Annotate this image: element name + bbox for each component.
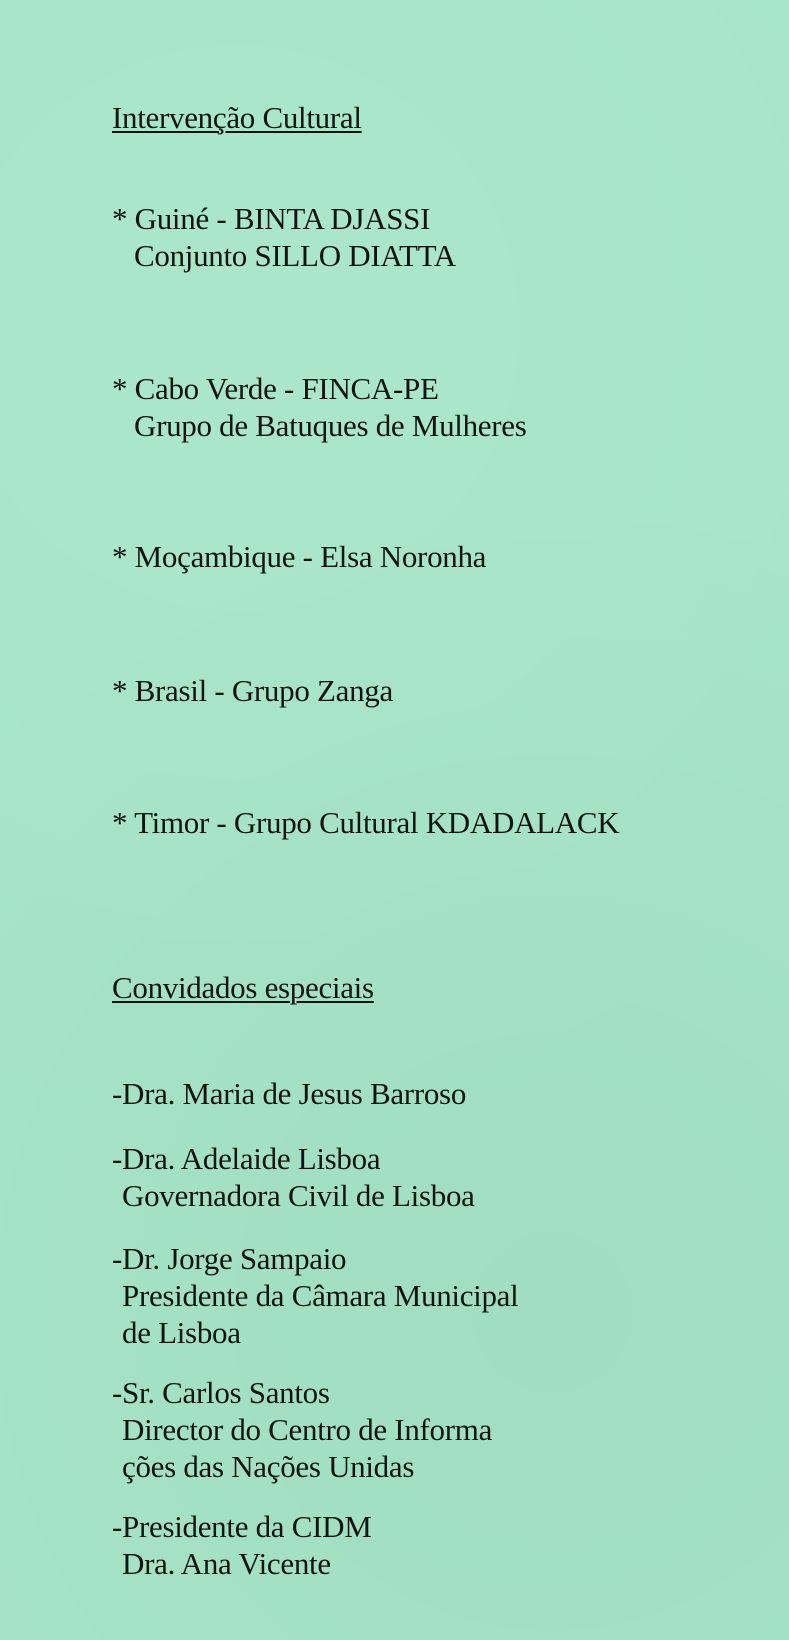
guest-role-continued: ções das Nações Unidas bbox=[122, 1449, 415, 1484]
guest-name: -Presidente da CIDM bbox=[112, 1509, 372, 1544]
guest-name: -Dra. Maria de Jesus Barroso bbox=[112, 1076, 467, 1111]
cultural-item-title: * Timor - Grupo Cultural KDADALACK bbox=[112, 805, 620, 840]
cultural-item-cabo-verde bbox=[112, 370, 526, 444]
guest-role-continued: de Lisboa bbox=[122, 1315, 241, 1350]
guest-item-cidm bbox=[112, 1508, 371, 1582]
guest-name: -Dra. Adelaide Lisboa bbox=[112, 1141, 381, 1176]
guest-item-jorge-sampaio bbox=[112, 1240, 518, 1351]
guest-item-carlos-santos bbox=[112, 1374, 492, 1485]
cultural-heading: Intervenção Cultural bbox=[112, 100, 362, 135]
guest-role: Director do Centro de Informa bbox=[122, 1412, 493, 1447]
guest-role: Governadora Civil de Lisboa bbox=[122, 1178, 475, 1213]
cultural-item-title: * Guiné - BINTA DJASSI bbox=[112, 201, 431, 236]
cultural-item-title: * Cabo Verde - FINCA-PE bbox=[112, 371, 439, 406]
guest-role: Presidente da Câmara Municipal bbox=[122, 1278, 519, 1313]
guest-item-barroso bbox=[112, 1075, 466, 1112]
cultural-item-title: * Moçambique - Elsa Noronha bbox=[112, 539, 487, 574]
cultural-item-brasil bbox=[112, 672, 393, 709]
guest-name: -Dr. Jorge Sampaio bbox=[112, 1241, 347, 1276]
cultural-item-subtitle: Grupo de Batuques de Mulheres bbox=[134, 408, 527, 443]
cultural-item-title: * Brasil - Grupo Zanga bbox=[112, 673, 393, 708]
cultural-item-mocambique bbox=[112, 538, 486, 575]
guest-item-adelaide-lisboa bbox=[112, 1140, 475, 1214]
cultural-item-subtitle: Conjunto SILLO DIATTA bbox=[134, 238, 456, 273]
cultural-item-timor bbox=[112, 804, 619, 841]
cultural-item-guine bbox=[112, 200, 456, 274]
guests-heading: Convidados especiais bbox=[112, 970, 374, 1005]
guest-name: -Sr. Carlos Santos bbox=[112, 1375, 330, 1410]
guest-role: Dra. Ana Vicente bbox=[122, 1546, 331, 1581]
